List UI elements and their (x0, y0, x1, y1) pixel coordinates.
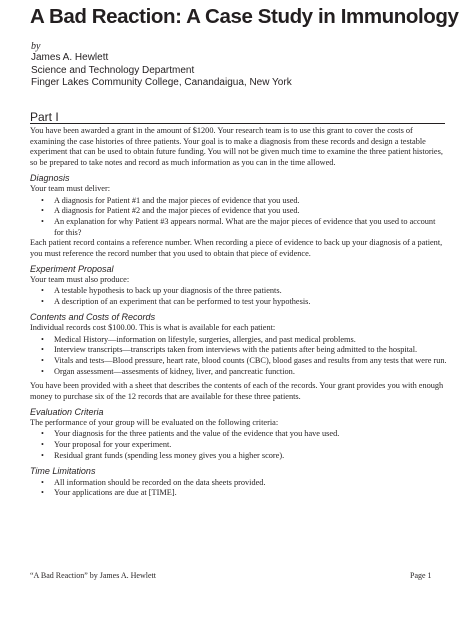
author-block (31, 52, 292, 90)
diagnosis-heading: Diagnosis (30, 172, 70, 183)
part-title: Part I (30, 110, 59, 124)
author-name: James A. Hewlett (31, 52, 109, 63)
list-item: • Your applications are due at [TIME]. (54, 488, 447, 499)
records-list (30, 335, 447, 378)
document-title: A Bad Reaction: A Case Study in Immunology (30, 5, 459, 28)
evaluation-lead: The performance of your group will be evaluated on the following criteria: (30, 417, 279, 427)
byline-label: by (31, 41, 41, 52)
list-item: • A diagnosis for Patient #2 and the major pieces of evidence that you used. (54, 206, 447, 217)
list-item: • Interview transcripts—transcripts taken from interviews with the patients after being admitted to the hospital. (54, 345, 447, 356)
document-body (30, 126, 447, 499)
list-item: • Vitals and tests—Blood pressure, heart rate, blood counts (CBC), blood gases and results from any tests that were run. (54, 356, 447, 367)
list-item: • A description of an experiment that can be performed to test your hypothesis. (54, 297, 447, 308)
author-college: Finger Lakes Community College, Canandaigua, New York (31, 77, 292, 88)
records-lead: Individual records cost $100.00. This is what is available for each patient: (30, 322, 276, 332)
part-divider (30, 123, 445, 124)
list-item: • Medical History—information on lifestyle, surgeries, allergies, and past medical problems. (54, 335, 447, 346)
records-note: You have been provided with a sheet that describes the contents of each of the records. Your grant provides you with enough money to purchase six of the 12 records that are available for these three patients. (30, 381, 444, 402)
list-item: • Residual grant funds (spending less money gives you a higher score). (54, 451, 447, 462)
page-number: Page 1 (410, 571, 432, 580)
diagnosis-note: Each patient record contains a reference number. When recording a piece of evidence to back up your diagnosis of a patient, you must reference the record number that you used to obtain that piece of evidence. (30, 238, 443, 259)
proposal-list (30, 286, 447, 307)
list-item: • All information should be recorded on the data sheets provided. (54, 478, 447, 489)
intro-paragraph: You have been awarded a grant in the amount of $1200. Your research team is to use this grant to cover the costs of examining the case histories of three patients. Your goal is to make a diagnosis from these records and design a testable experiment that can be used to obtain future funding. You will not be given much time to examine the three patient histories, so be prepared to take notes and record as much information as you can in the time allowed. (30, 126, 443, 168)
records-heading: Contents and Costs of Records (30, 311, 156, 322)
list-item: • Organ assessment—assesments of kidney, liver, and pancreatic function. (54, 367, 447, 378)
author-department: Science and Technology Department (31, 64, 195, 76)
evaluation-heading: Evaluation Criteria (30, 406, 104, 417)
list-item: • Your proposal for your experiment. (54, 440, 447, 451)
diagnosis-list (30, 196, 447, 239)
list-item: • A testable hypothesis to back up your diagnosis of the three patients. (54, 286, 447, 297)
diagnosis-lead: Your team must deliver: (30, 183, 111, 193)
time-list (30, 478, 447, 499)
evaluation-list (30, 429, 447, 461)
list-item: • An explanation for why Patient #3 appears normal. What are the major pieces of evidence that you used to account for this? (54, 217, 447, 238)
footer-citation: “A Bad Reaction” by James A. Hewlett (30, 571, 156, 580)
list-item: • A diagnosis for Patient #1 and the major pieces of evidence that you used. (54, 196, 447, 207)
proposal-lead: Your team must also produce: (30, 274, 130, 284)
list-item: • Your diagnosis for the three patients and the value of the evidence that you have used. (54, 429, 447, 440)
proposal-heading: Experiment Proposal (30, 263, 114, 274)
time-heading: Time Limitations (30, 465, 96, 476)
